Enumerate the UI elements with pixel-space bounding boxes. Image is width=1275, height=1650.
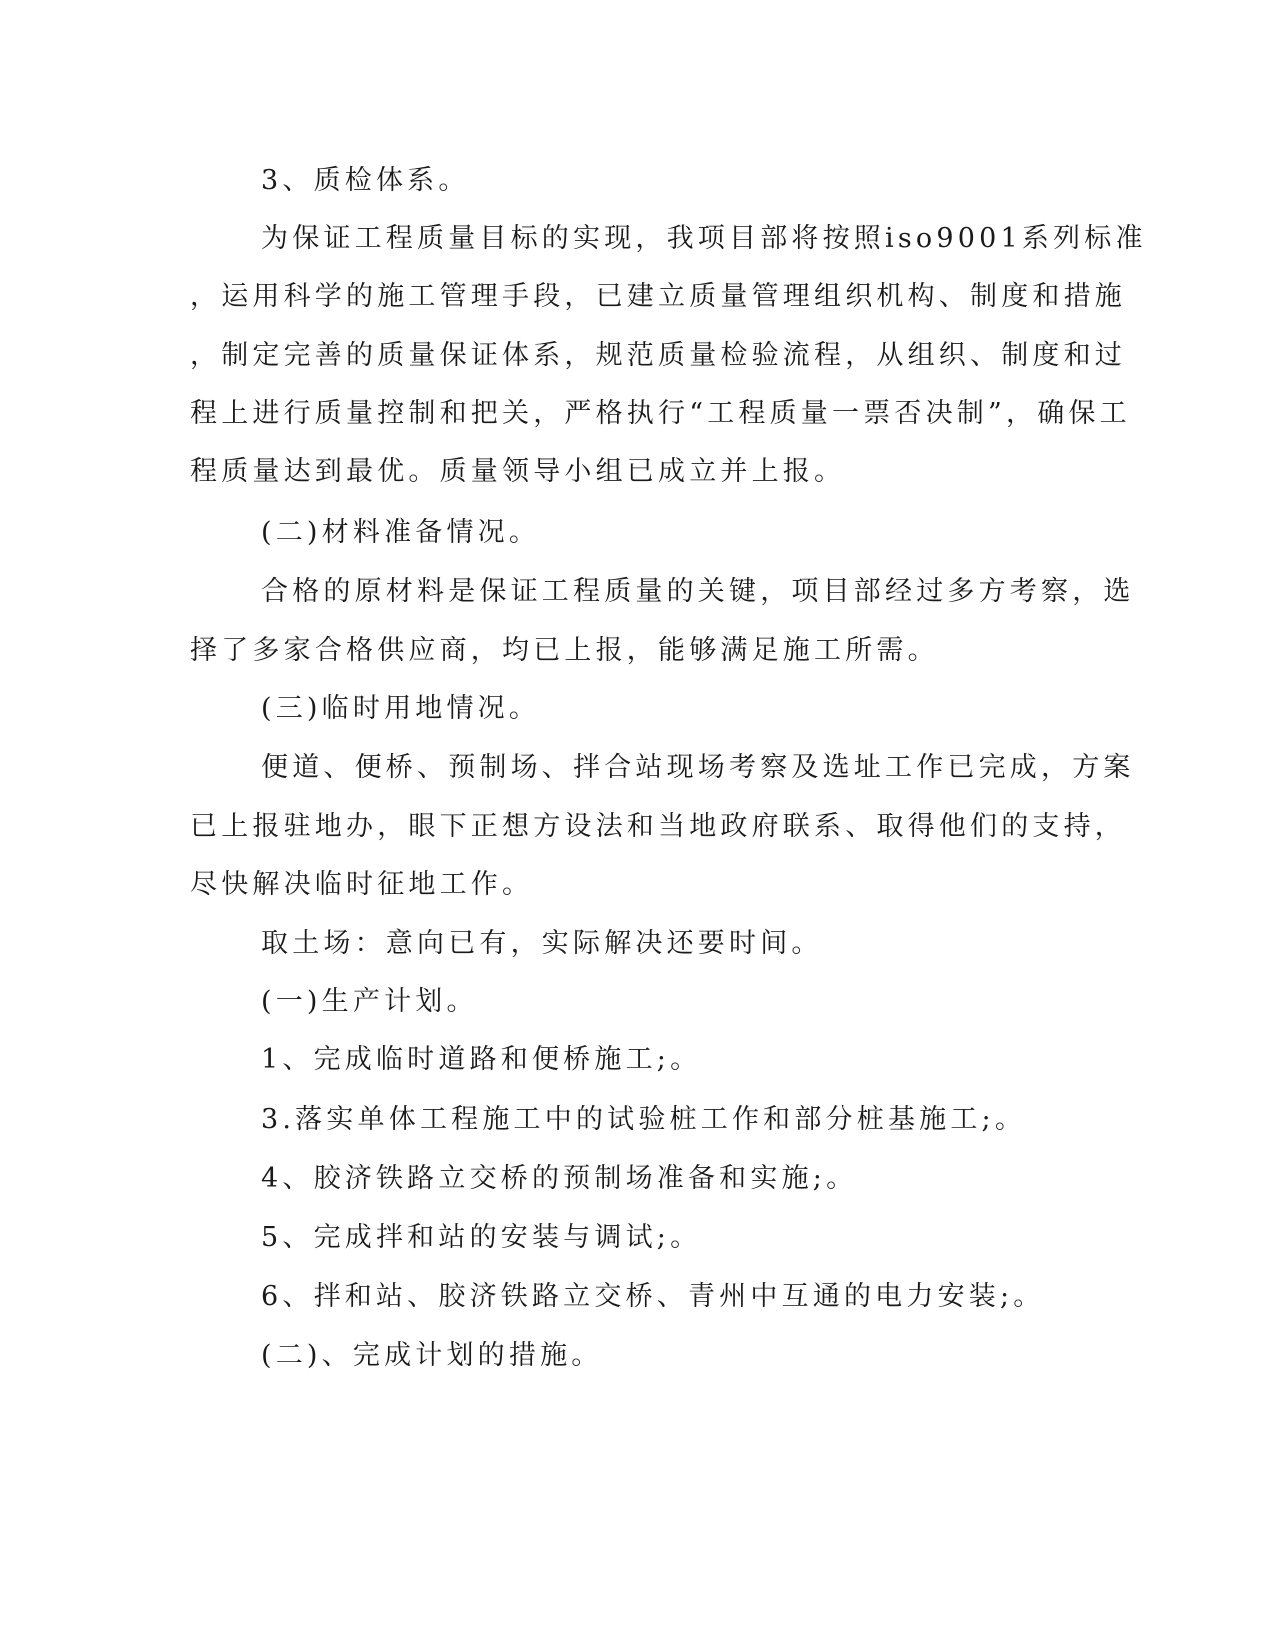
heading-materials: (二)材料准备情况。 <box>261 517 541 548</box>
list-item: 5、完成拌和站的安装与调试;。 <box>261 1222 702 1253</box>
heading-plan-measures: (二)、完成计划的措施。 <box>261 1340 603 1371</box>
paragraph-line: 程上进行质量控制和把关，严格执行“工程质量一票否决制”，确保工 <box>190 398 1131 429</box>
paragraph-line: 合格的原材料是保证工程质量的关键，项目部经过多方考察，选 <box>261 576 1135 607</box>
heading-quality-inspection-system: 3、质检体系。 <box>261 165 470 196</box>
heading-temporary-land: (三)临时用地情况。 <box>261 693 541 724</box>
paragraph-line: 尽快解决临时征地工作。 <box>190 869 534 900</box>
paragraph-line: ，制定完善的质量保证体系，规范质量检验流程，从组织、制度和过 <box>190 340 1126 371</box>
paragraph-line: 已上报驻地办，眼下正想方设法和当地政府联系、取得他们的支持， <box>190 811 1126 842</box>
paragraph-line: 择了多家合格供应商，均已上报，能够满足施工所需。 <box>190 635 939 666</box>
list-item: 3.落实单体工程施工中的试验桩工作和部分桩基施工;。 <box>261 1104 1027 1135</box>
paragraph-line: 取土场：意向已有，实际解决还要时间。 <box>261 928 823 959</box>
paragraph-line: ，运用科学的施工管理手段，已建立质量管理组织机构、制度和措施 <box>190 281 1126 312</box>
paragraph-line: 便道、便桥、预制场、拌合站现场考察及选址工作已完成，方案 <box>261 752 1135 783</box>
list-item: 4、胶济铁路立交桥的预制场准备和实施;。 <box>261 1163 858 1194</box>
heading-production-plan: (一)生产计划。 <box>261 986 478 1017</box>
list-item: 6、拌和站、胶济铁路立交桥、青州中互通的电力安装;。 <box>261 1281 1045 1312</box>
list-item: 1、完成临时道路和便桥施工;。 <box>261 1044 702 1075</box>
paragraph-line: 程质量达到最优。质量领导小组已成立并上报。 <box>190 456 846 487</box>
paragraph-line: 为保证工程质量目标的实现，我项目部将按照iso9001系列标准 <box>261 223 1147 254</box>
